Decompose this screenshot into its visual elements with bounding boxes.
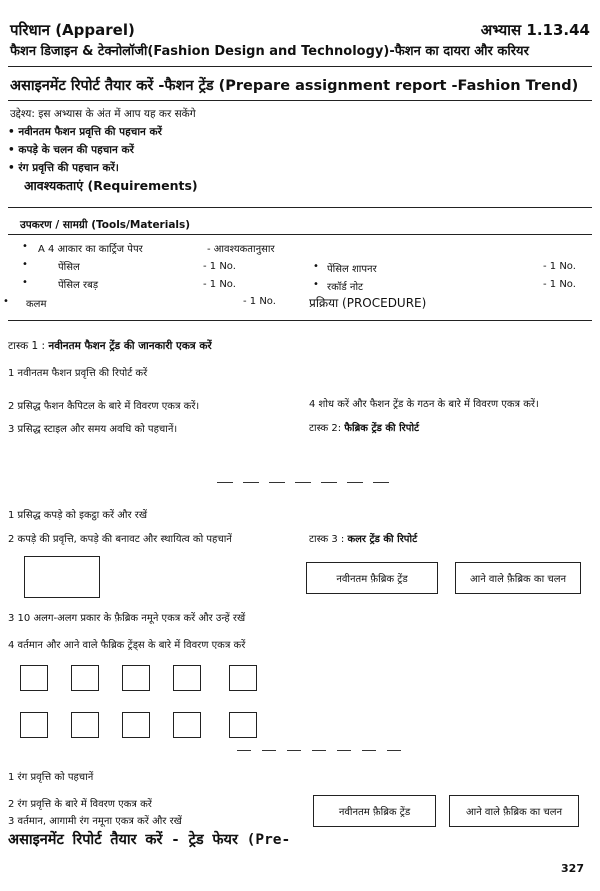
tool-item: • — [313, 261, 319, 272]
fabric-sample-box — [173, 665, 201, 691]
task1-step: 2 प्रसिद्ध फैशन कैपिटल के बारे में विवरण एकत्र करें। — [8, 401, 200, 412]
tool-name: कलम — [26, 299, 47, 310]
fabric-sample-box — [229, 712, 257, 738]
fabric-sample-box — [229, 665, 257, 691]
fabric-sample-box — [20, 712, 48, 738]
task3-step: 2 रंग प्रवृत्ति के बारे में विवरण एकत्र करें — [8, 799, 152, 810]
tool-item: • — [22, 241, 28, 252]
latest-fabric-trend-box: नवीनतम फ़ैब्रिक ट्रेंड — [306, 562, 438, 594]
task2-heading: टास्क 2: फैब्रिक ट्रेंड की रिपोर्ट — [309, 423, 420, 434]
tool-item: • — [3, 296, 9, 307]
dash-mark — [362, 750, 376, 751]
divider — [8, 100, 592, 101]
dash-mark — [295, 482, 311, 483]
procedure-heading: प्रक्रिया (PROCEDURE) — [309, 296, 427, 310]
dash-mark — [387, 750, 401, 751]
dash-mark — [321, 482, 337, 483]
dash-mark — [269, 482, 285, 483]
tool-item: • — [313, 279, 319, 290]
tools-heading: उपकरण / सामग्री (Tools/Materials) — [20, 219, 191, 231]
tool-name: पेंसिल — [58, 262, 80, 273]
tool-qty: - 1 No. — [203, 279, 236, 290]
tool-qty: - 1 No. — [243, 296, 276, 307]
tool-name: पेंसिल रबड़ — [58, 280, 99, 291]
task2-step: 4 वर्तमान और आने वाले फैब्रिक ट्रेंड्स के बारे में विवरण एकत्र करें — [8, 640, 246, 651]
dash-mark — [337, 750, 351, 751]
objective-item: • नवीनतम फैशन प्रवृत्ति की पहचान करें — [8, 126, 162, 138]
page-number: 327 — [561, 862, 584, 875]
task3-step: 1 रंग प्रवृत्ति को पहचानें — [8, 772, 94, 783]
tool-item: • — [22, 259, 28, 270]
dash-mark — [262, 750, 276, 751]
task1-step: 3 प्रसिद्ध स्टाइल और समय अवधि को पहचानें। — [8, 424, 178, 435]
dash-mark — [243, 482, 259, 483]
task2-step: 3 10 अलग-अलग प्रकार के फ़ैब्रिक नमूने एकत्र करें और उन्हें रखें — [8, 613, 246, 624]
task1-heading: टास्क 1 : नवीनतम फैशन ट्रेंड की जानकारी एकत्र करें — [8, 340, 212, 352]
dash-mark — [373, 482, 389, 483]
divider — [8, 66, 592, 67]
dash-mark — [347, 482, 363, 483]
objectives-intro: उद्देश्य: इस अभ्यास के अंत में आप यह कर सकेंगे — [10, 108, 196, 120]
divider — [8, 320, 592, 321]
tool-qty: - 1 No. — [543, 279, 576, 290]
task3-heading: टास्क 3 : कलर ट्रेंड की रिपोर्ट — [309, 534, 418, 545]
tool-qty: - 1 No. — [543, 261, 576, 272]
tool-qty: - 1 No. — [203, 261, 236, 272]
fabric-sample-box — [71, 665, 99, 691]
tool-name: रकॉर्ड नोट — [327, 282, 364, 293]
dash-mark — [312, 750, 326, 751]
tool-name: A 4 आकार का कार्ट्रिज पेपर — [38, 244, 143, 255]
fabric-sample-box — [71, 712, 99, 738]
fabric-sample-box — [173, 712, 201, 738]
dash-mark — [237, 750, 251, 751]
fabric-sample-box — [122, 665, 150, 691]
task1-step: 1 नवीनतम फैशन प्रवृत्ति की रिपोर्ट करें — [8, 368, 148, 379]
fabric-sample-box — [122, 712, 150, 738]
tool-item: • — [22, 277, 28, 288]
task3-step: 3 वर्तमान, आगामी रंग नमूना एकत्र करें और रखें — [8, 816, 182, 827]
objective-item: • रंग प्रवृत्ति की पहचान करें। — [8, 162, 119, 174]
divider — [8, 207, 592, 208]
requirements-heading: आवश्यकताएं (Requirements) — [24, 178, 198, 193]
task2-step: 1 प्रसिद्ध कपड़े को इकट्ठा करें और रखें — [8, 510, 148, 521]
latest-fabric-trend-box: नवीनतम फ़ैब्रिक ट्रेंड — [313, 795, 436, 827]
objective-item: • कपड़े के चलन की पहचान करें — [8, 144, 134, 156]
exercise-number: अभ्यास 1.13.44 — [480, 21, 590, 39]
dash-mark — [217, 482, 233, 483]
tool-name: पेंसिल शापनर — [327, 264, 377, 275]
dash-mark — [287, 750, 301, 751]
page-title: असाइनमेंट रिपोर्ट तैयार करें -फैशन ट्रेंड (Prepare assignment report -Fashion Trend) — [10, 78, 579, 94]
sample-box — [24, 556, 100, 598]
next-section-title: असाइनमेंट रिपोर्ट तैयार करें - ट्रेड फेयर (Pre- — [8, 832, 291, 848]
fabric-sample-box — [20, 665, 48, 691]
divider — [8, 234, 592, 235]
module-heading: फैशन डिजाइन & टेक्नोलॉजी(Fashion Design and Technology)-फैशन का दायरा और करियर — [10, 44, 529, 59]
task2-step: 2 कपड़े की प्रवृत्ति, कपड़े की बनावट और स्थायित्व को पहचानें — [8, 534, 232, 545]
tool-qty: - आवश्यकतानुसार — [207, 244, 275, 255]
upcoming-fabric-trend-box: आने वाले फ़ैब्रिक का चलन — [449, 795, 579, 827]
upcoming-fabric-trend-box: आने वाले फ़ैब्रिक का चलन — [455, 562, 581, 594]
task1-step: 4 शोध करें और फैशन ट्रेंड के गठन के बारे में विवरण एकत्र करें। — [309, 399, 539, 410]
subject-heading: परिधान (Apparel) — [10, 21, 135, 39]
